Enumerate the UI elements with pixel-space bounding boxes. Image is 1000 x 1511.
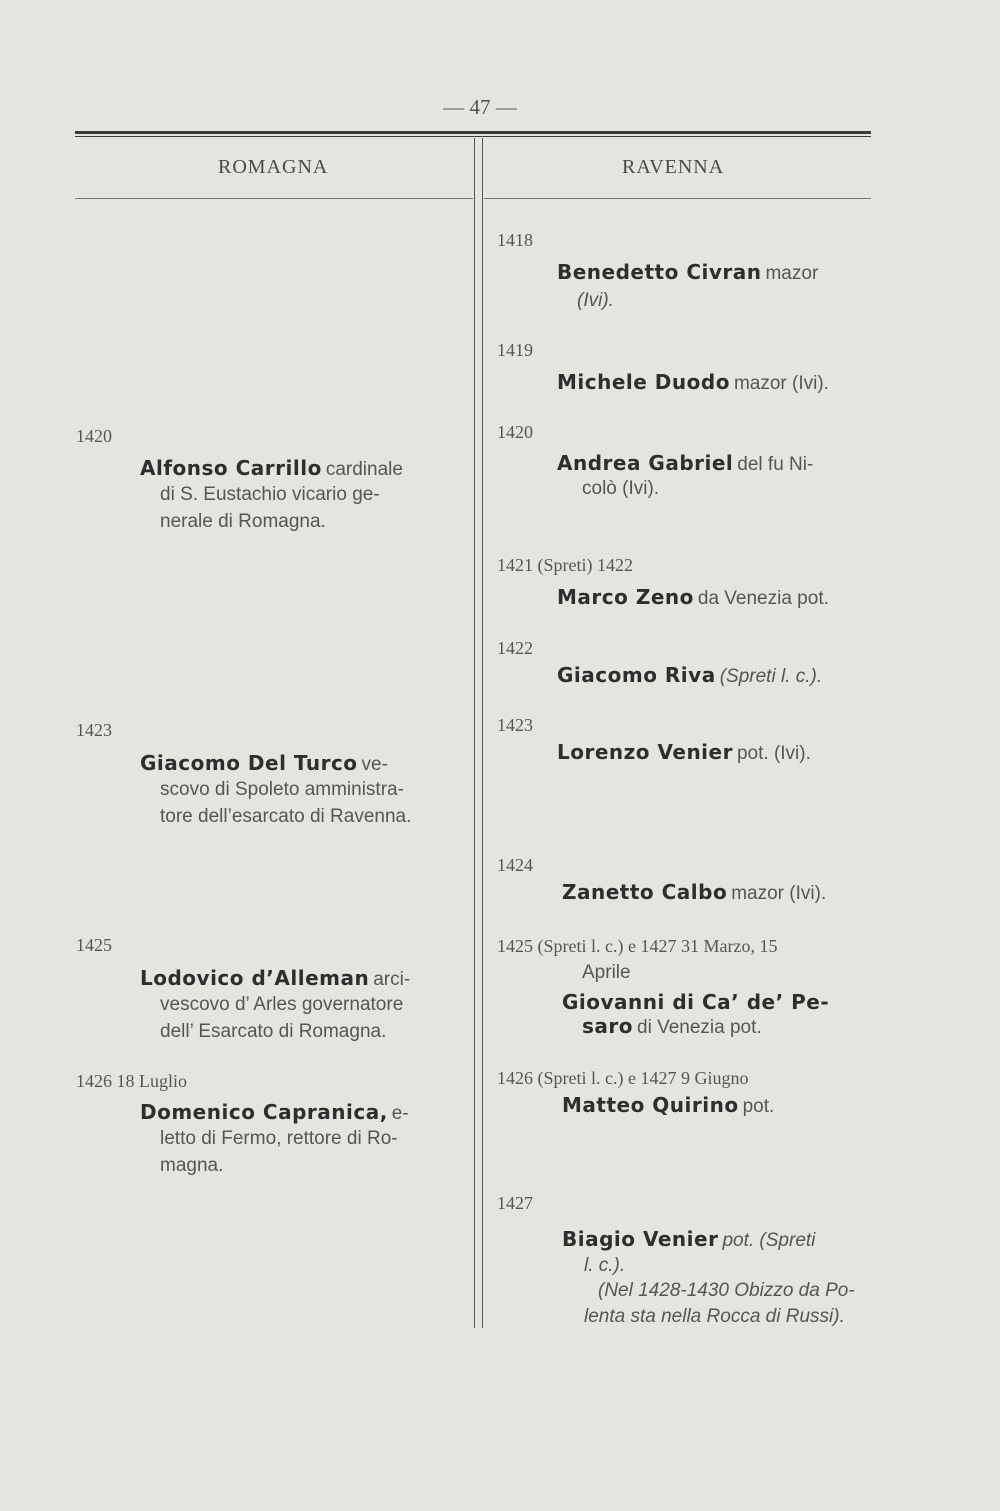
entry-text: magna. xyxy=(160,1155,224,1176)
entry-first-line xyxy=(557,585,829,610)
entry-first-line xyxy=(140,966,410,991)
entry-year: 1423 xyxy=(76,720,112,740)
entry-first-line xyxy=(557,260,818,285)
entry-text: pot. xyxy=(742,1096,775,1117)
entry-text: pot. (Spreti xyxy=(722,1230,816,1251)
entry-text: dell’ Esarcato di Romagna. xyxy=(160,1021,387,1042)
entry-text: da Venezia pot. xyxy=(697,588,829,609)
column-divider xyxy=(474,138,475,1328)
entry-text: pot. (Ivi). xyxy=(736,743,811,764)
entry-text: cardinale xyxy=(325,459,403,480)
header-ravenna: RAVENNA xyxy=(622,156,725,178)
entry-year: 1419 xyxy=(497,340,533,360)
entry-name: Michele Duodo xyxy=(557,370,730,394)
entry-year: 1421 (Spreti) 1422 xyxy=(497,555,633,575)
entry-name: Benedetto Civran xyxy=(557,260,762,284)
entry-text: (Ivi). xyxy=(577,290,614,311)
entry-name: Giacomo Riva xyxy=(557,663,716,687)
entry-text: vescovo d’ Arles governatore xyxy=(160,994,404,1015)
entry-text: colò (Ivi). xyxy=(582,478,660,499)
entry-first-line xyxy=(557,663,822,688)
entry-year: 1420 xyxy=(497,422,533,442)
entry-name: Zanetto Calbo xyxy=(562,880,728,904)
entry-name: Biagio Venier xyxy=(562,1227,719,1251)
entry-text: (Spreti l. c.). xyxy=(719,666,823,687)
entry-year: 1426 18 Luglio xyxy=(76,1071,187,1091)
entry-note: lenta sta nella Rocca di Russi). xyxy=(584,1306,845,1327)
header-romagna: ROMAGNA xyxy=(218,156,329,178)
entry-first-line xyxy=(562,1093,774,1118)
entry-first-line xyxy=(562,880,826,905)
entry-year: 1423 xyxy=(497,715,533,735)
entry-text: mazor (Ivi). xyxy=(733,373,829,394)
entry-note: (Nel 1428-1430 Obizzo da Po- xyxy=(598,1280,855,1301)
entry-name: Marco Zeno xyxy=(557,585,694,609)
entry-year: 1422 xyxy=(497,638,533,658)
entry-name xyxy=(562,990,829,1014)
entry-first-line xyxy=(557,740,811,765)
entry-text: l. c.). xyxy=(584,1255,626,1276)
entry-name: Alfonso Carrillo xyxy=(140,456,322,480)
entry-year: 1425 (Spreti l. c.) e 1427 31 Marzo, 15 xyxy=(497,936,778,956)
entry-first-line xyxy=(140,751,388,776)
entry-first-line xyxy=(140,456,403,481)
entry-second-line xyxy=(582,1014,762,1039)
entry-text: del fu Ni- xyxy=(737,454,814,475)
entry-year: 1426 (Spreti l. c.) e 1427 9 Giugno xyxy=(497,1068,749,1088)
entry-name: Andrea Gabriel xyxy=(557,451,734,475)
entry-text: nerale di Romagna. xyxy=(160,511,326,532)
entry-name: Matteo Quirino xyxy=(562,1093,739,1117)
entry-text: tore dell’esarcato di Ravenna. xyxy=(160,806,412,827)
entry-name: Domenico Capranica, xyxy=(140,1100,388,1124)
entry-text: mazor (Ivi). xyxy=(731,883,827,904)
entry-name-text: Giovanni di Ca’ de’ Pe- xyxy=(562,990,830,1014)
entry-year: 1427 xyxy=(497,1193,533,1213)
entry-text: mazor xyxy=(765,263,819,284)
entry-year: 1425 xyxy=(76,935,112,955)
entry-year: 1424 xyxy=(497,855,533,875)
entry-text: scovo di Spoleto amministra- xyxy=(160,779,404,800)
page-number: — 47 — xyxy=(443,95,517,119)
top-rule xyxy=(75,131,871,134)
entry-name: Lodovico d’Alleman xyxy=(140,966,370,990)
entry-text: di Venezia pot. xyxy=(637,1017,762,1038)
entry-text: di S. Eustachio vicario ge- xyxy=(160,484,380,505)
entry-first-line xyxy=(562,1227,815,1252)
top-rule-thin xyxy=(75,136,871,137)
entry-name-continued: saro xyxy=(582,1014,634,1038)
entry-year-continued: Aprile xyxy=(582,962,631,983)
entry-year: 1418 xyxy=(497,230,533,250)
entry-name: Lorenzo Venier xyxy=(557,740,733,764)
entry-text: ve- xyxy=(361,754,388,775)
column-divider-2 xyxy=(482,138,483,1328)
entry-first-line xyxy=(557,451,813,476)
entry-first-line xyxy=(140,1100,409,1125)
entry-name: Giacomo Del Turco xyxy=(140,751,358,775)
header-rule-right xyxy=(484,198,871,199)
entry-text: e- xyxy=(391,1103,409,1124)
entry-first-line xyxy=(557,370,829,395)
header-rule-left xyxy=(75,198,473,199)
entry-year: 1420 xyxy=(76,426,112,446)
entry-text: letto di Fermo, rettore di Ro- xyxy=(160,1128,398,1149)
entry-text: arci- xyxy=(373,969,411,990)
